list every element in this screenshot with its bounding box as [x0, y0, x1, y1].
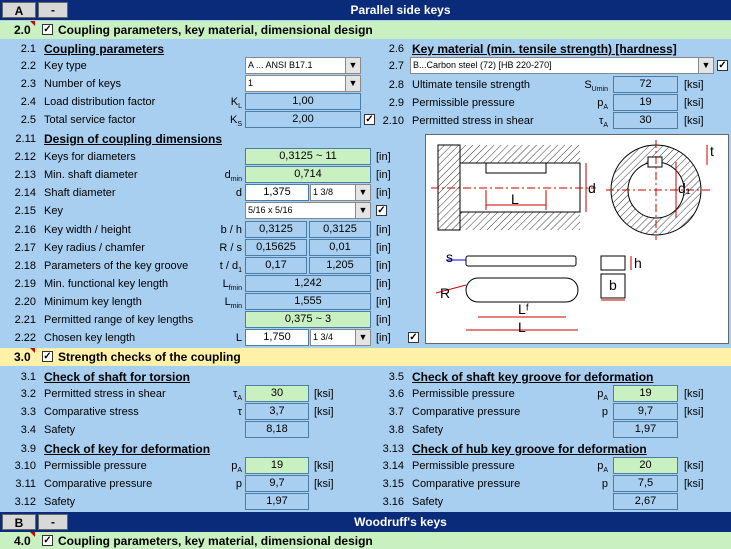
safety-label: Safety	[44, 496, 76, 508]
row-number: 2.21	[14, 314, 36, 326]
permitted-shear-check-value: 30	[245, 385, 309, 402]
permissible-pressure-label: Permissible pressure	[412, 460, 515, 472]
groove-d1-value: 1,205	[309, 257, 371, 274]
min-key-length-symbol: $L_{min}$	[224, 296, 242, 311]
shaft-groove-safety-value: 1,97	[613, 421, 678, 438]
key-comparative-pressure-value: 9,7	[245, 475, 309, 492]
row-number: 2.20	[14, 296, 36, 308]
row-number: 2.2	[20, 60, 36, 72]
design-dimensions-heading: Design of coupling dimensions	[44, 132, 223, 146]
comparative-stress-label: Comparative stress	[44, 406, 139, 418]
row-number: 2.5	[20, 114, 36, 126]
chevron-down-icon[interactable]: ▼	[698, 58, 713, 73]
key-radius-value: 0,15625	[245, 239, 307, 256]
chosen-key-length-select-value: 1 3/4	[313, 332, 334, 342]
section-4-0	[0, 532, 731, 549]
section-3-0	[0, 348, 731, 366]
chosen-key-length-select[interactable]	[310, 329, 371, 346]
row-number: 3.6	[388, 388, 404, 400]
key-width-height-symbol: b / h	[220, 224, 242, 236]
row-number: 2.11	[15, 133, 36, 145]
dim-s-label: s	[446, 249, 453, 265]
shaft-groove-heading: Check of shaft key groove for deformation	[412, 370, 654, 384]
key-groove-label: Parameters of the key groove	[44, 260, 189, 272]
permitted-range-label: Permitted range of key lengths	[44, 314, 194, 326]
section-number: 2.0	[14, 23, 31, 37]
keys-for-diameters-label: Keys for diameters	[44, 151, 136, 163]
key-width-height-label: Key width / height	[44, 224, 131, 236]
permissible-pressure-label: Permissible pressure	[44, 460, 147, 472]
dim-h-label: h	[634, 255, 642, 271]
min-shaft-diameter-value: 0,714	[245, 166, 371, 183]
load-distribution-label: Load distribution factor	[44, 96, 156, 108]
section-3-0-checkbox[interactable]: ✓	[43, 351, 52, 362]
groove-t-value: 0,17	[245, 257, 307, 274]
row-number: 2.8	[388, 79, 404, 91]
safety-label: Safety	[44, 424, 76, 436]
shaft-groove-permissible-value: 19	[613, 385, 678, 402]
shaft-diameter-label: Shaft diameter	[44, 187, 116, 199]
keys-for-diameters-value: 0,3125 ~ 11	[245, 148, 371, 165]
permissible-pressure-symbol: $p_A$	[597, 97, 608, 112]
min-key-length-label: Minimum key length	[44, 296, 142, 308]
unit-label: [ksi]	[684, 406, 704, 418]
chosen-key-length-symbol: L	[235, 332, 242, 344]
row-number: 3.11	[15, 478, 36, 490]
permitted-shear-symbol: $\tau_A$	[598, 115, 608, 130]
tensile-strength-label: Ultimate tensile strength	[412, 79, 530, 91]
key-material-heading: Key material (min. tensile strength) [hardness]	[412, 42, 677, 56]
row-number: 3.16	[382, 496, 404, 508]
tensile-strength-value: 72	[613, 76, 678, 93]
comment-marker	[30, 21, 35, 26]
shaft-diameter-symbol: d	[235, 187, 242, 199]
section-b-bar	[0, 512, 731, 532]
unit-label: [ksi]	[314, 406, 334, 418]
key-height-value: 0,3125	[309, 221, 371, 238]
min-functional-length-label: Min. functional key length	[44, 278, 169, 290]
dim-l-label: L	[511, 191, 519, 207]
row-number: 3.15	[382, 478, 404, 490]
min-functional-length-symbol: $L_{fmin}$	[222, 278, 242, 293]
row-number: 3.3	[20, 406, 36, 418]
number-of-keys-value: 1	[248, 78, 254, 88]
comparative-pressure-label: Comparative pressure	[412, 478, 521, 490]
section-4-0-checkbox[interactable]: ✓	[43, 535, 52, 546]
comparative-pressure-symbol: p	[235, 478, 242, 490]
unit-label: [in]	[376, 242, 391, 254]
hub-groove-permissible-value: 20	[613, 457, 678, 474]
key-select[interactable]	[245, 202, 371, 219]
key-permissible-pressure-value: 19	[245, 457, 309, 474]
dim-lf-label: Lᶠ	[518, 301, 529, 317]
unit-label: [in]	[376, 314, 391, 326]
chevron-down-icon[interactable]: ▼	[355, 203, 370, 218]
comparative-stress-symbol: τ	[237, 406, 242, 418]
key-radius-chamfer-label: Key radius / chamfer	[44, 242, 145, 254]
row-number: 2.18	[14, 260, 36, 272]
dim-t-label: t	[710, 143, 714, 159]
pressure-symbol: $p_A$	[597, 460, 608, 475]
section-b-letter[interactable]: B	[2, 514, 36, 530]
row-number: 3.14	[382, 460, 404, 472]
row-number: 3.10	[14, 460, 36, 472]
chevron-down-icon[interactable]: ▼	[355, 330, 370, 345]
pressure-symbol: $p_A$	[231, 460, 242, 475]
unit-label: [in]	[376, 151, 391, 163]
load-distribution-value: 1,00	[245, 93, 361, 110]
row-number: 3.9	[20, 443, 36, 455]
service-factor-label: Total service factor	[44, 114, 136, 126]
key-safety-value: 1,97	[245, 493, 309, 510]
safety-label: Safety	[412, 424, 444, 436]
number-of-keys-select[interactable]	[245, 75, 361, 92]
chosen-key-length-input[interactable]: 1,750	[245, 329, 309, 346]
row-number: 2.3	[20, 78, 36, 90]
row-number: 3.5	[388, 371, 404, 383]
comparative-pressure-label: Comparative pressure	[412, 406, 521, 418]
section-title: Coupling parameters, key material, dimensional design	[58, 534, 373, 548]
permissible-pressure-value: 19	[613, 94, 678, 111]
section-number: 4.0	[14, 534, 31, 548]
number-of-keys-label: Number of keys	[44, 78, 122, 90]
shaft-diameter-input[interactable]: 1,375	[245, 184, 309, 201]
row-number: 2.12	[14, 151, 36, 163]
service-factor-checkbox[interactable]: ✓	[365, 114, 374, 125]
row-number: 2.16	[14, 224, 36, 236]
comparative-pressure-label: Comparative pressure	[44, 478, 153, 490]
row-number: 3.13	[382, 443, 404, 455]
collapse-a-button[interactable]: -	[38, 2, 68, 18]
min-key-length-value: 1,555	[245, 293, 371, 310]
shaft-groove-comparative-value: 9,7	[613, 403, 678, 420]
unit-label: [ksi]	[684, 79, 704, 91]
section-2-0	[0, 21, 731, 39]
row-number: 3.12	[14, 496, 36, 508]
pressure-symbol: $p_A$	[597, 388, 608, 403]
unit-label: [ksi]	[314, 388, 334, 400]
key-checkbox[interactable]: ✓	[377, 205, 386, 216]
min-functional-length-value: 1,242	[245, 275, 371, 292]
key-material-select[interactable]	[410, 57, 714, 74]
permitted-range-value: 0,375 ~ 3	[245, 311, 371, 328]
key-chamfer-value: 0,01	[309, 239, 371, 256]
section-title: Strength checks of the coupling	[58, 350, 241, 364]
shaft-diameter-select[interactable]	[310, 184, 371, 201]
comparative-pressure-symbol: p	[601, 478, 608, 490]
dim-d-label: d	[588, 180, 596, 196]
section-a-bar	[0, 0, 731, 20]
row-number: 2.14	[14, 187, 36, 199]
row-number: 2.17	[14, 242, 36, 254]
row-number: 2.4	[20, 96, 36, 108]
comment-marker	[30, 532, 35, 537]
safety-label: Safety	[412, 496, 444, 508]
row-number: 2.15	[14, 205, 36, 217]
unit-label: [in]	[376, 296, 391, 308]
comparative-stress-value: 3,7	[245, 403, 309, 420]
unit-label: [ksi]	[314, 478, 334, 490]
shear-symbol: $\tau_A$	[232, 388, 242, 403]
row-number: 3.4	[20, 424, 36, 436]
permitted-shear-label: Permitted stress in shear	[44, 388, 166, 400]
unit-label: [ksi]	[684, 460, 704, 472]
key-label: Key	[44, 205, 63, 217]
unit-label: [ksi]	[314, 460, 334, 472]
row-number: 2.7	[388, 60, 404, 72]
section-a-letter[interactable]: A	[2, 2, 36, 18]
row-number: 2.1	[20, 43, 36, 55]
key-type-value: A ... ANSI B17.1	[248, 60, 313, 70]
row-number: 3.8	[388, 424, 404, 436]
unit-label: [in]	[376, 187, 391, 199]
min-shaft-diameter-symbol: $d_{min}$	[224, 169, 242, 184]
coupling-parameters-heading: Coupling parameters	[44, 42, 165, 56]
unit-label: [ksi]	[684, 115, 704, 127]
key-material-value: B...Carbon steel (72) [HB 220-270]	[413, 60, 552, 70]
shaft-torsion-heading: Check of shaft for torsion	[44, 370, 191, 384]
comparative-pressure-symbol: p	[601, 406, 608, 418]
key-type-label: Key type	[44, 60, 87, 72]
unit-label: [ksi]	[684, 97, 704, 109]
row-number: 2.22	[14, 332, 36, 344]
row-number: 2.19	[14, 278, 36, 290]
load-distribution-symbol: $K_L$	[230, 96, 242, 111]
chevron-down-icon[interactable]: ▼	[345, 76, 360, 91]
row-number: 2.9	[388, 97, 404, 109]
chevron-down-icon[interactable]: ▼	[345, 58, 360, 73]
dim-b-label: b	[609, 277, 617, 293]
key-material-checkbox[interactable]: ✓	[718, 60, 727, 71]
row-number: 3.1	[20, 371, 36, 383]
row-number: 2.13	[14, 169, 36, 181]
row-number: 2.6	[388, 43, 404, 55]
key-groove-symbol: t / $d_1$	[219, 260, 242, 275]
collapse-b-button[interactable]: -	[38, 514, 68, 530]
key-radius-chamfer-symbol: R / s	[219, 242, 242, 254]
service-factor-symbol: $K_S$	[229, 114, 242, 129]
unit-label: [in]	[376, 169, 391, 181]
key-width-value: 0,3125	[245, 221, 307, 238]
hub-groove-safety-value: 2,67	[613, 493, 678, 510]
page-title: Parallel side keys	[350, 3, 451, 17]
chosen-key-length-checkbox[interactable]: ✓	[409, 332, 418, 343]
permissible-pressure-label: Permissible pressure	[412, 97, 515, 109]
section-2-0-checkbox[interactable]: ✓	[43, 24, 52, 35]
hub-groove-heading: Check of hub key groove for deformation	[412, 442, 647, 456]
row-number: 3.7	[388, 406, 404, 418]
hub-groove-comparative-value: 7,5	[613, 475, 678, 492]
service-factor-value: 2,00	[245, 111, 361, 128]
min-shaft-diameter-label: Min. shaft diameter	[44, 169, 138, 181]
permitted-shear-label: Permitted stress in shear	[412, 115, 534, 127]
section-title: Coupling parameters, key material, dimensional design	[58, 23, 373, 37]
unit-label: [ksi]	[684, 478, 704, 490]
permitted-shear-value: 30	[613, 112, 678, 129]
key-drawing	[425, 134, 729, 344]
unit-label: [in]	[376, 224, 391, 236]
unit-label: [in]	[376, 260, 391, 272]
permissible-pressure-label: Permissible pressure	[412, 388, 515, 400]
chosen-key-length-label: Chosen key length	[44, 332, 136, 344]
section-b-title: Woodruff's keys	[354, 515, 447, 529]
chevron-down-icon[interactable]: ▼	[355, 185, 370, 200]
row-number: 3.2	[20, 388, 36, 400]
safety-value: 8,18	[245, 421, 309, 438]
unit-label: [in]	[376, 332, 391, 344]
comment-marker	[30, 348, 35, 353]
shaft-diameter-select-value: 1 3/8	[313, 187, 334, 197]
key-select-value: 5/16 x 5/16	[248, 205, 293, 215]
row-number: 2.10	[382, 115, 404, 127]
key-type-select[interactable]	[245, 57, 361, 74]
tensile-strength-symbol: $S_{Umin}$	[584, 79, 608, 94]
unit-label: [in]	[376, 278, 391, 290]
unit-label: [ksi]	[684, 388, 704, 400]
dim-d1-label: d₁	[678, 180, 691, 196]
dim-r-label: R	[440, 285, 451, 301]
section-number: 3.0	[14, 350, 31, 364]
dim-l2-label: L	[518, 319, 526, 335]
key-deformation-heading: Check of key for deformation	[44, 442, 211, 456]
